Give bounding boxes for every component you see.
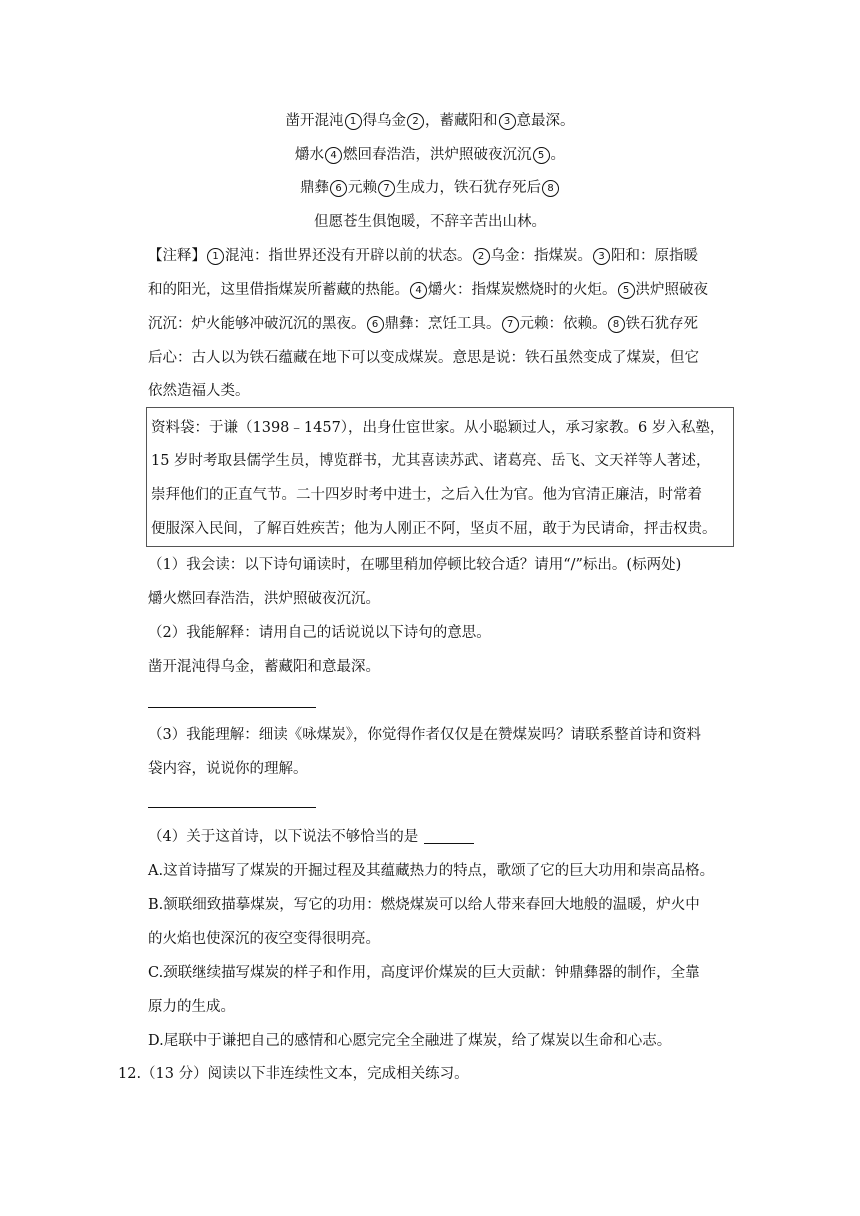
note-text: 铁石犹存死: [625, 316, 698, 332]
info-box: [146, 407, 734, 547]
question-3-line-2: 袋内容，说说你的理解。: [148, 761, 308, 777]
footnote-mark-7: 7: [502, 316, 519, 333]
poem-text: 鼎彝: [300, 180, 329, 196]
poem-text: 爝水: [295, 147, 324, 163]
footnote-mark-5: 5: [533, 147, 550, 164]
note-text: 乌金：指煤炭。: [490, 248, 592, 264]
footnote-mark-3: 3: [499, 113, 516, 130]
poem-text: 生成力，铁石犹存死后: [396, 180, 541, 196]
notes-line-2: [148, 280, 733, 300]
footnote-mark-2: 2: [407, 113, 424, 130]
footnote-mark-3: 3: [593, 248, 610, 265]
next-question: 12.（13 分）阅读以下非连续性文本，完成相关练习。: [118, 1066, 469, 1082]
question-1-text: 爝火燃回春浩浩，洪炉照破夜沉沉。: [148, 591, 380, 607]
question-4-text: （4）关于这首诗，以下说法不够恰当的是: [148, 829, 419, 845]
poem-text: 。: [550, 147, 565, 163]
footnote-mark-4: 4: [325, 147, 342, 164]
question-4: [148, 827, 733, 847]
question-1: （1）我会读：以下诗句诵读时，在哪里稍加停顿比较合适？请用“/”标出。(标两处): [148, 557, 682, 573]
note-text: 混沌：指世界还没有开辟以前的状态。: [225, 248, 472, 264]
note-text: 爝火：指煤炭燃烧时的火炬。: [428, 282, 617, 298]
option-d: D.尾联中于谦把自己的感情和心愿完完全全融进了煤炭，给了煤炭以生命和心志。: [148, 1033, 672, 1049]
poem-line-2: [0, 145, 860, 165]
poem-line-1: [0, 111, 860, 131]
notes-line-5: 依然造福人类。: [148, 383, 250, 399]
question-2-text: 凿开混沌得乌金，蓄藏阳和意最深。: [148, 659, 380, 675]
notes-heading: 【注释】: [148, 248, 206, 264]
answer-blank-4[interactable]: [424, 829, 474, 844]
option-b-line-1: B.颔联细致描摹煤炭，写它的功用：燃烧煤炭可以给人带来春回大地般的温暖，炉火中: [148, 897, 700, 913]
option-c-line-2: 原力的生成。: [148, 999, 235, 1015]
poem-line-3: [0, 178, 860, 198]
notes-line-3: [148, 314, 733, 334]
option-b-line-2: 的火焰也使深沉的夜空变得很明亮。: [148, 931, 380, 947]
answer-line-2[interactable]: [148, 707, 316, 708]
answer-line-3[interactable]: [148, 807, 316, 808]
poem-text: 元赖: [348, 180, 377, 196]
footnote-mark-8: 8: [608, 316, 625, 333]
note-text: 元赖：依赖。: [519, 316, 607, 332]
footnote-mark-8: 8: [542, 180, 559, 197]
note-text: 洪炉照破夜: [635, 282, 708, 298]
info-line-1: 资料袋：于谦（1398﹣1457），出身仕宦世家。从小聪颖过人，承习家教。6 岁入私塾，: [151, 420, 725, 436]
info-line-4: 便服深入民间，了解百姓疾苦；他为人刚正不阿，坚贞不屈，敢于为民请命，抨击权贵。: [151, 521, 717, 537]
question-2: （2）我能解释：请用自己的话说说以下诗句的意思。: [148, 625, 491, 641]
poem-text: 意最深。: [516, 113, 575, 129]
notes-line-1: [148, 246, 733, 266]
option-c-line-1: C.颈联继续描写煤炭的样子和作用，高度评价煤炭的巨大贡献：钟鼎彝器的制作，全靠: [148, 965, 700, 981]
poem-line-4: 但愿苍生俱饱暖，不辞辛苦出山林。: [314, 214, 546, 230]
footnote-mark-4: 4: [410, 282, 427, 299]
footnote-mark-1: 1: [345, 113, 362, 130]
note-text: 沉沉：炉火能够冲破沉沉的黑夜。: [148, 316, 366, 332]
notes-line-4: 后心：古人以为铁石蕴藏在地下可以变成煤炭。意思是说：铁石虽然变成了煤炭，但它: [148, 350, 699, 366]
footnote-mark-2: 2: [473, 248, 490, 265]
footnote-mark-1: 1: [207, 248, 224, 265]
question-3-line-1: （3）我能理解：细读《咏煤炭》，你觉得作者仅仅是在赞煤炭吗？请联系整首诗和资料: [148, 727, 701, 743]
footnote-mark-6: 6: [367, 316, 384, 333]
footnote-mark-5: 5: [618, 282, 635, 299]
footnote-mark-7: 7: [378, 180, 395, 197]
poem-text: 燃回春浩浩，洪炉照破夜沉沉: [343, 147, 532, 163]
note-text: 和的阳光，这里借指煤炭所蓄藏的热能。: [148, 282, 409, 298]
info-line-2: 15 岁时考取县儒学生员，博览群书，尤其喜读苏武、诸葛亮、岳飞、文天祥等人著述，: [151, 453, 711, 469]
footnote-mark-6: 6: [330, 180, 347, 197]
info-line-3: 崇拜他们的正直气节。二十四岁时考中进士，之后入仕为官。他为官清正廉洁，时常着: [151, 487, 702, 503]
poem-text: ，蓄藏阳和: [425, 113, 498, 129]
option-a: A.这首诗描写了煤炭的开掘过程及其蕴藏热力的特点，歌颂了它的巨大功用和崇高品格。: [148, 863, 715, 879]
note-text: 阳和：原指暖: [611, 248, 698, 264]
poem-text: 凿开混沌: [285, 113, 344, 129]
poem-text: 得乌金: [362, 113, 406, 129]
note-text: 鼎彝：烹饪工具。: [384, 316, 501, 332]
